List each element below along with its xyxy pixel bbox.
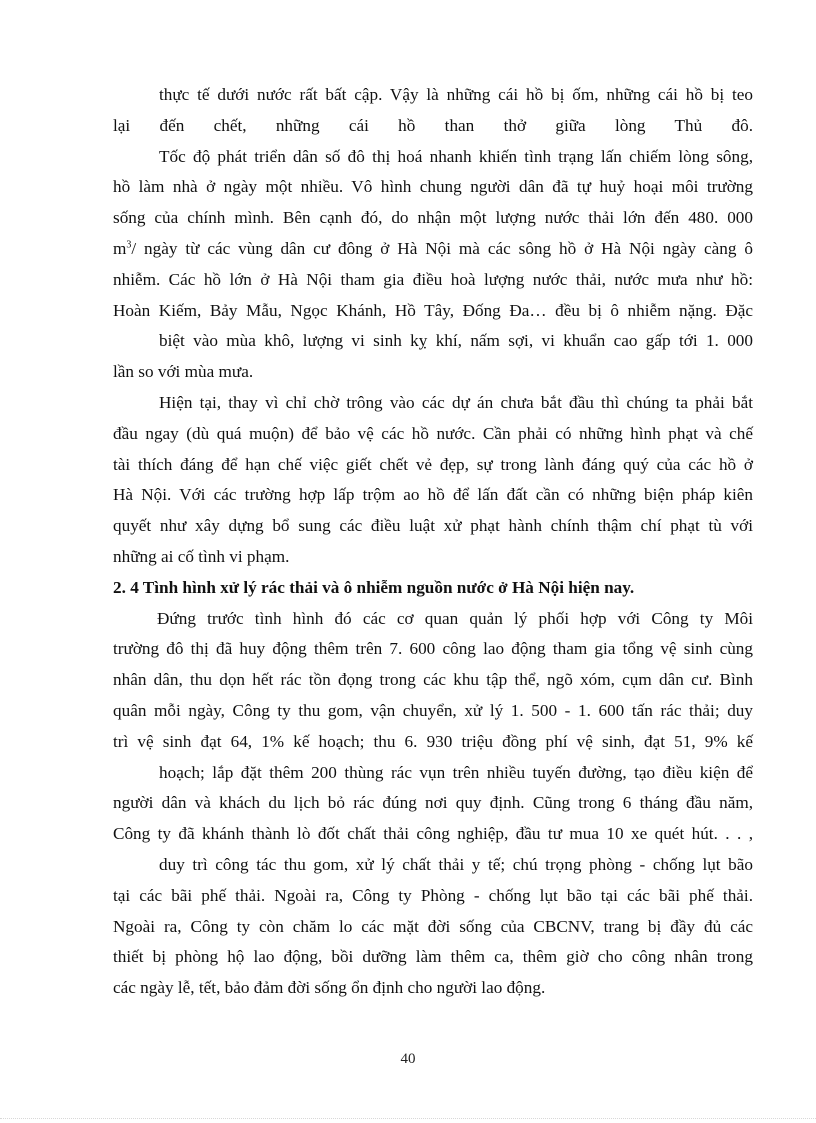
text-line: biệt vào mùa khô, lượng vi sinh kỵ khí, nấm sợi, vi khuẩn cao gấp tới 1. 000 <box>159 331 753 351</box>
text-line: đầu ngay (dù quá muộn) để bảo vệ các hồ nước. Cần phải có những hình phạt và chế <box>113 423 753 443</box>
text-line: tại các bãi phế thải. Ngoài ra, Công ty Phòng - chống lụt bão tại các bãi phế thải. <box>113 885 753 905</box>
text-line: thiết bị phòng hộ lao động, bồi dưỡng làm thêm ca, thêm giờ cho công nhân trong <box>113 947 753 967</box>
text-fragment: m <box>113 238 127 258</box>
text-line: hoạch; lắp đặt thêm 200 thùng rác vụn trên nhiều tuyến đường, tạo điều kiện để <box>159 762 753 782</box>
text-line: hồ làm nhà ở ngày một nhiều. Vô hình chung người dân đã tự huỷ hoại môi trường <box>113 177 753 197</box>
text-line: tài thích đáng để hạn chế việc giết chết vẻ đẹp, sự trong lành đáng quý của các hồ ở <box>113 454 753 474</box>
text-line: người dân và khách du lịch bỏ rác đúng nơi quy định. Cũng trong 6 tháng đầu năm, <box>113 793 753 813</box>
text-line: Hà Nội. Với các trường hợp lấp trộm ao hồ để lấn đất cần có những biện pháp kiên <box>113 485 753 505</box>
text-line: Hoàn Kiếm, Bảy Mẫu, Ngọc Khánh, Hồ Tây, Đống Đa… đều bị ô nhiễm nặng. Đặc <box>113 300 753 320</box>
text-line: Hiện tại, thay vì chỉ chờ trông vào các dự án chưa bắt đầu thì chúng ta phải bắt <box>159 392 753 412</box>
text-line: quân mỗi ngày, Công ty thu gom, vận chuyển, xử lý 1. 500 - 1. 600 tấn rác thải; duy <box>113 700 753 720</box>
superscript: 3 <box>126 239 132 251</box>
text-line: trường đô thị đã huy động thêm trên 7. 600 công lao động tham gia tổng vệ sinh cùng <box>113 639 753 659</box>
body-text <box>113 80 753 1004</box>
text-line: các ngày lễ, tết, bảo đảm đời sống ổn định cho người lao động. <box>113 978 546 998</box>
text-line: nhân dân, thu dọn hết rác tồn đọng trong các khu tập thể, ngõ xóm, cụm dân cư. Bình <box>113 670 753 690</box>
text-line: duy trì công tác thu gom, xử lý chất thải y tế; chú trọng phòng - chống lụt bão <box>159 854 753 874</box>
section-heading: 2. 4 Tình hình xử lý rác thải và ô nhiễm nguồn nước ở Hà Nội hiện nay. <box>113 577 635 597</box>
text-line: sống của chính mình. Bên cạnh đó, do nhận một lượng nước thải lớn đến 480. 000 <box>113 208 753 228</box>
text-line: quyết như xây dựng bổ sung các điều luật xử phạt hành chính thậm chí phạt tù với <box>113 516 753 536</box>
text-fragment: / ngày từ các vùng dân cư đông ở Hà Nội mà các sông hồ ở Hà Nội ngày càng ô <box>131 238 753 258</box>
text-line: Ngoài ra, Công ty còn chăm lo các mặt đời sống của CBCNV, trang bị đầy đủ các <box>113 916 753 936</box>
page-bottom-rule <box>0 1118 816 1119</box>
text-line: những ai cố tình vi phạm. <box>113 546 290 566</box>
text-line: lại đến chết, những cái hồ than thở giữa lòng Thủ đô. <box>113 115 753 135</box>
text-line: trì vệ sinh đạt 64, 1% kế hoạch; thu 6. 930 triệu đồng phí vệ sinh, đạt 51, 9% kế <box>113 731 753 751</box>
text-line: Đứng trước tình hình đó các cơ quan quản lý phối hợp với Công ty Môi <box>157 608 753 628</box>
text-line: Tốc độ phát triển dân số đô thị hoá nhanh khiến tình trạng lấn chiếm lòng sông, <box>159 146 753 166</box>
page-number: 40 <box>400 1051 416 1067</box>
text-line: Công ty đã khánh thành lò đốt chất thải công nghiệp, đầu tư mua 10 xe quét hút. . . , <box>113 824 753 844</box>
text-line <box>113 234 753 265</box>
text-line: nhiễm. Các hồ lớn ở Hà Nội tham gia điều hoà lượng nước thải, nước mưa như hồ: <box>113 269 753 289</box>
text-line: thực tế dưới nước rất bất cập. Vậy là những cái hồ bị ốm, những cái hồ bị teo <box>159 85 753 104</box>
text-line: lần so với mùa mưa. <box>113 362 254 382</box>
